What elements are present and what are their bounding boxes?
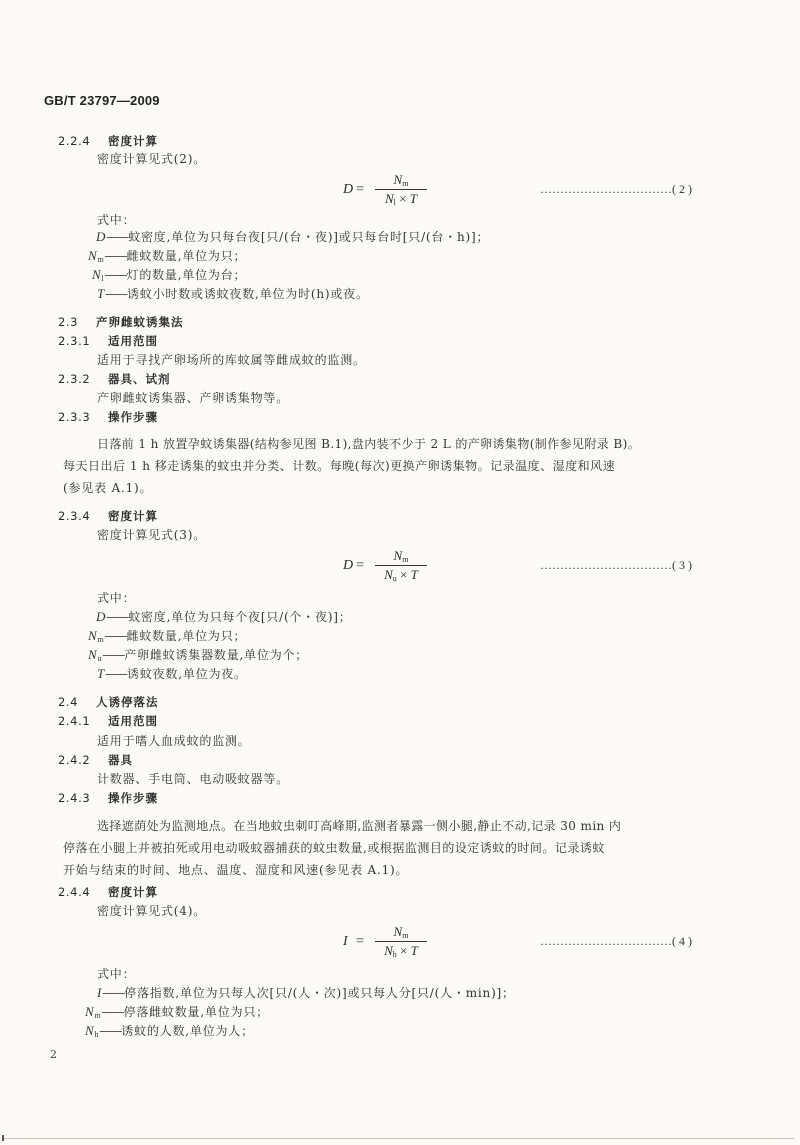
- variable-definition: $N_l——$灯的数量,单位为台；: [92, 267, 247, 283]
- paragraph-line: 日落前 1 h 放置孕蚊诱集器(结构参见图 B.1),盘内装不少于 2 L 的产卵诱集物(制作参见附录 B)。: [97, 437, 641, 451]
- paragraph-formula-3-ref: 密度计算见式(3)。: [97, 528, 206, 542]
- heading-2-3-2: 2.3.2 器具、试剂: [58, 372, 171, 386]
- variable-definition: D——蚊密度,单位为只每个夜[只/(个・夜)]；: [96, 609, 352, 624]
- variable-definition: $N_m——$雌蚊数量,单位为只；: [88, 248, 247, 264]
- formula-4: I = $N_m$ $N_h \times T$: [343, 924, 443, 960]
- variable-definition: I——停落指数,单位为只每人次[只/(人・次)]或只每人分[只/(人・min)]；: [97, 985, 515, 1000]
- paragraph-line: 每天日出后 1 h 移走诱集的蚊虫并分类、计数。每晚(每次)更换产卵诱集物。记录温度、湿度和风速: [63, 459, 616, 473]
- variable-definition: $N_u——$产卵雌蚊诱集器数量,单位为个；: [88, 647, 309, 663]
- heading-2-4-1: 2.4.1 适用范围: [58, 714, 158, 728]
- where-label: 式中：: [97, 967, 136, 981]
- page-number: 2: [50, 1048, 57, 1061]
- equation-number-3: ……………………………( 3 ): [540, 558, 692, 572]
- variable-definition: $N_m——$雌蚊数量,单位为只；: [88, 628, 247, 644]
- fraction: $N_m$ $N_u \times T$: [375, 548, 427, 583]
- heading-2-3: 2.3 产卵雌蚊诱集法: [58, 315, 184, 329]
- page-edge-rule: [2, 1138, 794, 1139]
- variable-definition: T——诱蚊夜数,单位为夜。: [97, 666, 247, 681]
- heading-2-4-2: 2.4.2 器具: [58, 753, 133, 767]
- paragraph: 产卵雌蚊诱集器、产卵诱集物等。: [97, 391, 290, 405]
- variable-definition: T——诱蚊小时数或诱蚊夜数,单位为时(h)或夜。: [97, 286, 369, 301]
- paragraph: 适用于寻找产卵场所的库蚊属等雌成蚊的监测。: [97, 353, 366, 367]
- standard-number-header: GB/T 23797—2009: [44, 93, 160, 108]
- paragraph-line: 选择遮荫处为监测地点。在当地蚊虫刺叮高峰期,监测者暴露一侧小腿,静止不动,记录 30 min 内: [97, 819, 622, 833]
- fraction: $N_m$ $N_l \times T$: [375, 172, 427, 207]
- heading-2-2-4: 2.2.4 密度计算: [58, 134, 158, 148]
- where-label: 式中：: [97, 591, 136, 605]
- paragraph: 计数器、手电筒、电动吸蚊器等。: [97, 772, 290, 786]
- paragraph-line: 停落在小腿上并被拍死或用电动吸蚊器捕获的蚊虫数量,或根据监测目的设定诱蚊的时间。记录诱蚊: [63, 841, 605, 855]
- heading-2-3-4: 2.3.4 密度计算: [58, 509, 158, 523]
- variable-definition: $N_h——$诱蚊的人数,单位为人；: [85, 1023, 254, 1039]
- paragraph-formula-2-ref: 密度计算见式(2)。: [97, 152, 206, 166]
- variable-definition: $N_m——$停落雌蚊数量,单位为只；: [85, 1004, 269, 1020]
- paragraph-formula-4-ref: 密度计算见式(4)。: [97, 904, 206, 918]
- page-edge-mark: [2, 1135, 4, 1141]
- fraction: $N_m$ $N_h \times T$: [375, 924, 427, 959]
- heading-2-4-3: 2.4.3 操作步骤: [58, 791, 158, 805]
- paragraph-line: (参见表 A.1)。: [63, 481, 153, 495]
- equation-number-2: ……………………………( 2 ): [540, 182, 692, 196]
- heading-2-4: 2.4 人诱停落法: [58, 695, 159, 709]
- where-label: 式中：: [97, 213, 136, 227]
- paragraph: 适用于嗜人血成蚊的监测。: [97, 734, 251, 748]
- heading-2-3-1: 2.3.1 适用范围: [58, 334, 158, 348]
- equation-number-4: ……………………………( 4 ): [540, 934, 692, 948]
- formula-3: D = $N_m$ $N_u \times T$: [343, 548, 443, 584]
- heading-2-3-3: 2.3.3 操作步骤: [58, 410, 158, 424]
- variable-definition: D——蚊密度,单位为只每台夜[只/(台・夜)]或只每台时[只/(台・h)]；: [96, 229, 490, 244]
- heading-2-4-4: 2.4.4 密度计算: [58, 885, 158, 899]
- paragraph-line: 开始与结束的时间、地点、温度、湿度和风速(参见表 A.1)。: [63, 863, 409, 877]
- formula-2: D = $N_m$ $N_l \times T$: [343, 172, 443, 208]
